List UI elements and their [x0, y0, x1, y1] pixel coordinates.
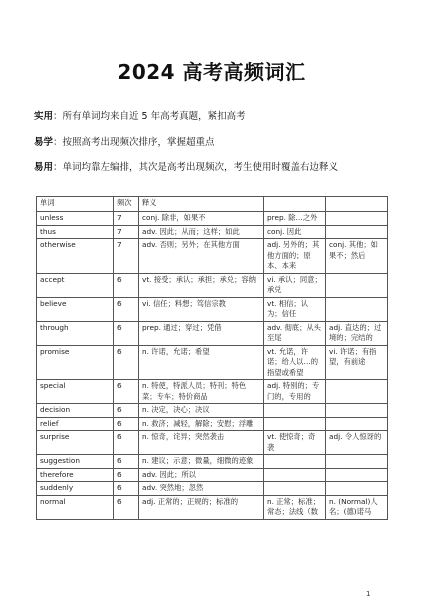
intro-line-easy-use [34, 159, 338, 173]
table-cell: vi. 信任；料想；笃信宗教 [139, 297, 264, 321]
table-cell: adv. 突然地；忽然 [139, 482, 264, 496]
table-cell: 6 [114, 495, 139, 519]
intro-text: ：所有单词均来自近 5 年高考真题，紧扣高考 [53, 111, 246, 122]
table-cell: 7 [114, 212, 139, 226]
table-cell: 6 [114, 345, 139, 380]
intro-line-easy-learn [34, 134, 215, 148]
table-cell: adv. 彻底；从头至尾 [264, 321, 326, 345]
table-cell: conj. 因此 [264, 225, 326, 239]
table-cell [326, 455, 388, 469]
table-cell: suddenly [37, 482, 114, 496]
table-cell: promise [37, 345, 114, 380]
table-row [37, 297, 388, 321]
table-cell: n. 救济；减轻，解除；安慰；浮雕 [139, 417, 264, 431]
table-cell: through [37, 321, 114, 345]
table-cell: conj. 除非，如果不 [139, 212, 264, 226]
table-cell: adv. 否则；另外；在其他方面 [139, 239, 264, 274]
table-cell: 7 [114, 239, 139, 274]
table-row [37, 345, 388, 380]
intro-label: 实用 [34, 111, 54, 122]
table-cell: vt. 允诺，许诺；给人以…的指望或希望 [264, 345, 326, 380]
vocabulary-table [36, 196, 388, 520]
table-row [37, 417, 388, 431]
table-cell: adj. 另外的；其他方面的；原本、本来 [264, 239, 326, 274]
table-cell: relief [37, 417, 114, 431]
table-cell: 7 [114, 225, 139, 239]
table-cell [326, 273, 388, 297]
intro-label: 易用 [34, 162, 54, 173]
table-cell: vt. 相信；认为；信任 [264, 297, 326, 321]
table-row [37, 468, 388, 482]
table-cell: adv. 因此；所以 [139, 468, 264, 482]
table-cell: accept [37, 273, 114, 297]
table-cell: vt. 接受；承认；承担；承兑；容纳 [139, 273, 264, 297]
table-cell [326, 380, 388, 404]
table-row [37, 239, 388, 274]
table-cell: n. 决定，决心；决议 [139, 404, 264, 418]
table-cell [326, 404, 388, 418]
table-cell: n. 建议；示意；微量，细微的迹象 [139, 455, 264, 469]
table-cell: prep. 除…之外 [264, 212, 326, 226]
table-cell [326, 225, 388, 239]
table-row [37, 404, 388, 418]
table-cell: 6 [114, 468, 139, 482]
table-cell: vt. 使惊奇；奇袭 [264, 431, 326, 455]
table-cell: prep. 通过；穿过；凭借 [139, 321, 264, 345]
table-cell: 6 [114, 321, 139, 345]
table-cell: 6 [114, 404, 139, 418]
column-header [264, 197, 326, 212]
table-cell [264, 455, 326, 469]
table-cell [326, 297, 388, 321]
table-cell [326, 468, 388, 482]
column-header: 释义 [139, 197, 264, 212]
table-cell: adj. 令人惊讶的 [326, 431, 388, 455]
table-cell: n. 许诺，允诺；希望 [139, 345, 264, 380]
column-header [326, 197, 388, 212]
table-cell: suggestion [37, 455, 114, 469]
table-cell: 6 [114, 455, 139, 469]
table-cell [264, 417, 326, 431]
table-row [37, 212, 388, 226]
table-header-row [37, 197, 388, 212]
table-cell: adj. 特别的；专门的，专用的 [264, 380, 326, 404]
table-cell: normal [37, 495, 114, 519]
table-cell [326, 417, 388, 431]
table-cell: 6 [114, 273, 139, 297]
page-number: 1 [366, 590, 371, 598]
table-cell: 6 [114, 482, 139, 496]
table-cell: vi. 承认；同意；承兑 [264, 273, 326, 297]
table-row [37, 482, 388, 496]
table-cell: 6 [114, 417, 139, 431]
table-cell: thus [37, 225, 114, 239]
table-cell: 6 [114, 431, 139, 455]
table-cell: vi. 许诺；有指望，有前途 [326, 345, 388, 380]
intro-text: ：单词均靠左编排，其次是高考出现频次，考生使用时覆盖右边释义 [53, 162, 339, 173]
table-cell: believe [37, 297, 114, 321]
page-title: 2024 高考高频词汇 [117, 60, 306, 84]
intro-label: 易学 [34, 137, 54, 148]
table-cell: adj. 正常的；正规的；标准的 [139, 495, 264, 519]
table-cell: therefore [37, 468, 114, 482]
table-cell [326, 482, 388, 496]
table-cell [264, 468, 326, 482]
table-cell [264, 404, 326, 418]
table-cell: adj. 直达的；过境的；完结的 [326, 321, 388, 345]
intro-line-practical [34, 108, 246, 122]
table-row [37, 380, 388, 404]
table-cell: n. 正常；标准；常态；法线（数 [264, 495, 326, 519]
table-row [37, 273, 388, 297]
table-cell [264, 482, 326, 496]
table-cell: otherwise [37, 239, 114, 274]
column-header: 单词 [37, 197, 114, 212]
table-row [37, 225, 388, 239]
intro-text: ：按照高考出现频次排序，掌握超重点 [53, 137, 215, 148]
table-cell: n. 惊奇，诧异；突然袭击 [139, 431, 264, 455]
table-cell [326, 212, 388, 226]
table-row [37, 321, 388, 345]
table-cell: surprise [37, 431, 114, 455]
table-cell: n. (Normal)人名；(德)诺马 [326, 495, 388, 519]
table-cell: 6 [114, 297, 139, 321]
table-row [37, 431, 388, 455]
table-cell: n. 特使，特派人员；特刊；特色菜；专车；特价商品 [139, 380, 264, 404]
column-header: 频次 [114, 197, 139, 212]
table-cell: conj. 其他；如果不；然后 [326, 239, 388, 274]
table-row [37, 455, 388, 469]
table-row [37, 495, 388, 519]
table-cell: special [37, 380, 114, 404]
table-cell: 6 [114, 380, 139, 404]
table-cell: unless [37, 212, 114, 226]
table-cell: decision [37, 404, 114, 418]
table-cell: adv. 因此；从而；这样；如此 [139, 225, 264, 239]
